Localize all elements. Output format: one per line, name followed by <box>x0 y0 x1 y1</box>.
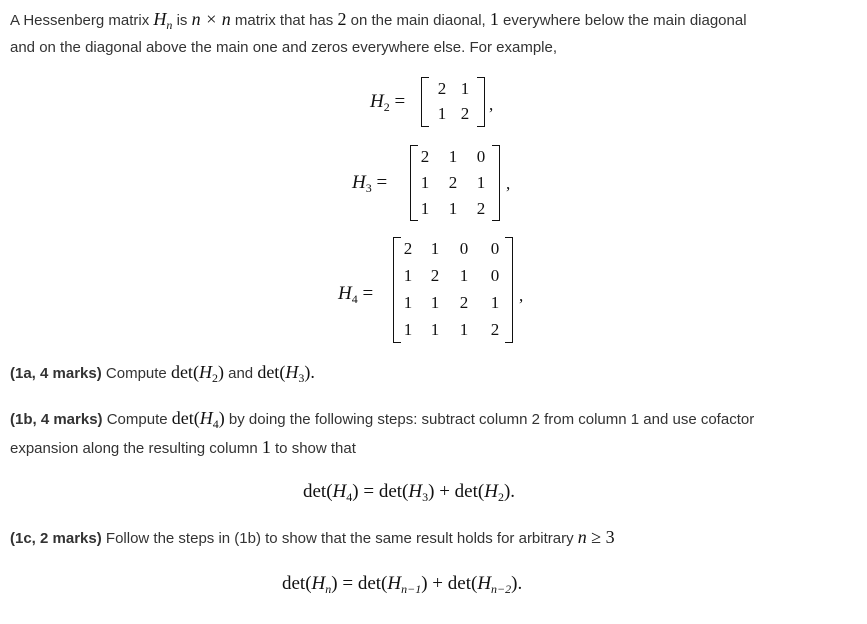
matrix-cell: 1 <box>459 266 469 285</box>
matrix-cell: 1 <box>403 293 413 312</box>
matrix-cell: 0 <box>490 266 500 285</box>
matrix-cell: 1 <box>430 293 440 312</box>
math-H: $H_n$ <box>153 9 173 32</box>
intro-text: everywhere below the main diagonal <box>498 12 747 29</box>
matrix-cell: 2 <box>403 239 413 258</box>
question-1c <box>10 527 615 549</box>
question-1b-line-2 <box>10 437 356 459</box>
equation-det-hn: $\det(H_n) = \det(H_{n-1}) + \det(H_{n-2})$. <box>282 573 523 596</box>
h2-matrix <box>421 77 485 127</box>
intro-line-1 <box>10 9 747 35</box>
matrix-cell: 1 <box>490 293 500 312</box>
intro-text: on the main diaonal, <box>346 12 490 29</box>
matrix-cell: 2 <box>460 104 470 123</box>
math-two: 2 <box>337 9 347 29</box>
math-n-geq-3: n ≥ 3 <box>577 527 615 547</box>
question-label: (1c, 2 marks) <box>10 530 102 547</box>
h4-matrix <box>393 237 513 343</box>
matrix-cell: 1 <box>448 147 458 166</box>
question-label: (1a, 4 marks) <box>10 365 102 382</box>
matrix-cell: 1 <box>430 320 440 339</box>
h3-label: $H_3$ = <box>352 172 388 195</box>
question-text: expansion along the resulting column <box>10 440 262 457</box>
question-1b-line-1 <box>10 408 754 434</box>
intro-text: A Hessenberg matrix <box>10 12 154 29</box>
question-text: Compute <box>101 365 171 382</box>
matrix-cell: 2 <box>448 173 458 192</box>
matrix-cell: 0 <box>459 239 469 258</box>
matrix-cell: 1 <box>476 173 486 192</box>
question-label: (1b, 4 marks) <box>10 411 103 428</box>
question-1a <box>10 362 315 388</box>
question-text: to show that <box>270 440 356 457</box>
h2-label: $H_2$ = <box>370 91 406 114</box>
matrix-cell: 1 <box>448 199 458 218</box>
h2-comma: , <box>489 95 494 114</box>
matrix-cell: 2 <box>437 79 447 98</box>
math-det-h4: $\det(H_4)$ <box>171 408 225 431</box>
question-text: Follow the steps in (1b) to show that the same result holds for arbitrary <box>101 530 578 547</box>
math-det-h2: $\det(H_2)$ <box>170 362 224 385</box>
matrix-cell: 2 <box>420 147 430 166</box>
matrix-cell: 1 <box>403 266 413 285</box>
intro-text: matrix that has <box>230 12 338 29</box>
matrix-cell: 0 <box>490 239 500 258</box>
matrix-cell: 2 <box>459 293 469 312</box>
matrix-cell: 2 <box>476 199 486 218</box>
math-one: 1 <box>489 9 499 29</box>
matrix-cell: 1 <box>430 239 440 258</box>
matrix-cell: 1 <box>459 320 469 339</box>
math-n-by-n: n × n <box>191 9 231 29</box>
h4-label: $H_4$ = <box>338 283 374 306</box>
math-det-h3: $\det(H_3)$. <box>257 362 315 385</box>
matrix-cell: 2 <box>490 320 500 339</box>
matrix-cell: 0 <box>476 147 486 166</box>
h3-matrix <box>410 145 500 221</box>
matrix-cell: 2 <box>430 266 440 285</box>
equation-det-h4: $\det(H_4) = \det(H_3) + \det(H_2)$. <box>303 481 516 504</box>
math-one: 1 <box>261 437 271 457</box>
matrix-cell: 1 <box>420 199 430 218</box>
intro-text: is <box>172 12 192 29</box>
matrix-cell: 1 <box>437 104 447 123</box>
matrix-cell: 1 <box>403 320 413 339</box>
question-text: and <box>223 365 258 382</box>
matrix-cell: 1 <box>460 79 470 98</box>
question-text: Compute <box>102 411 172 428</box>
h4-comma: , <box>519 286 524 305</box>
matrix-cell: 1 <box>420 173 430 192</box>
h3-comma: , <box>506 174 511 193</box>
intro-line-2: and on the diagonal above the main one and zeros everywhere else. For example, <box>10 39 558 56</box>
question-text: by doing the following steps: subtract column 2 from column 1 and use cofactor <box>224 411 755 428</box>
